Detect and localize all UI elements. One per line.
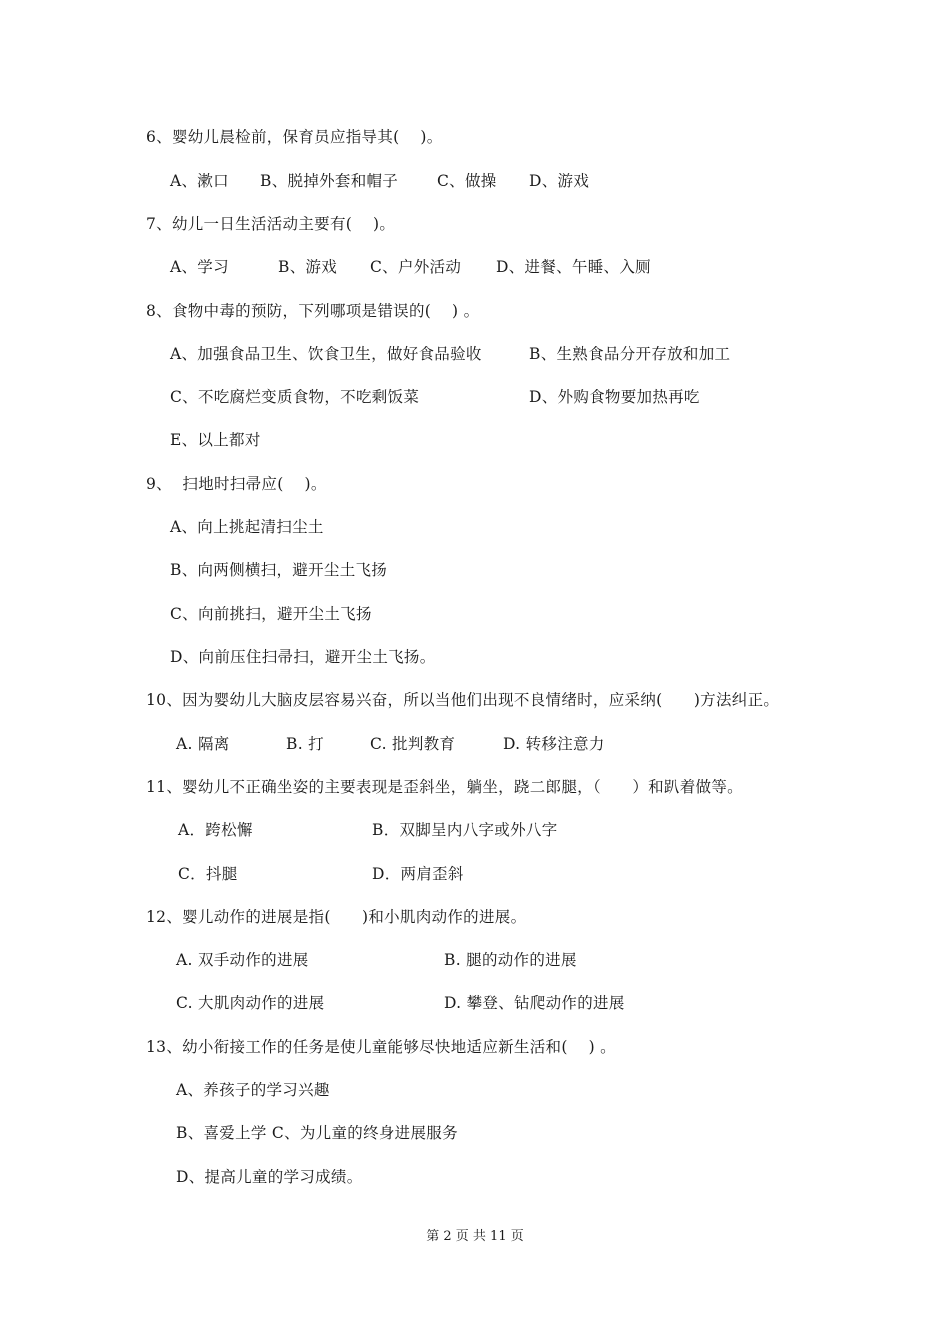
question-8-option-c: C、不吃腐烂变质食物，不吃剩饭菜 [170,388,420,406]
question-13-option-bc: B、喜爱上学 C、为儿童的终身进展服务 [176,1124,458,1142]
question-10-stem: 10、因为婴幼儿大脑皮层容易兴奋，所以当他们出现不良情绪时，应采纳( )方法纠正。 [146,691,780,709]
question-12-option-d: D. 攀登、钻爬动作的进展 [444,994,625,1012]
question-7-option-b: B、游戏 [278,258,338,276]
question-8-option-e: E、以上都对 [170,431,261,449]
question-6-option-d: D、游戏 [529,172,590,190]
page-footer: 第 2 页 共 11 页 [426,1229,524,1244]
question-10-option-a: A. 隔离 [176,735,230,753]
question-9-option-d: D、向前压住扫帚扫，避开尘土飞扬。 [170,648,436,666]
question-6-option-c: C、做操 [437,172,497,190]
question-6-stem: 6、婴幼儿晨检前，保育员应指导其( )。 [146,128,443,146]
question-8-stem: 8、食物中毒的预防，下列哪项是错误的( ) 。 [146,302,480,320]
question-9-option-b: B、向两侧横扫，避开尘土飞扬 [170,561,388,579]
question-7-stem: 7、幼儿一日生活活动主要有( )。 [146,215,396,233]
question-11-option-b: B．双脚呈内八字或外八字 [372,821,558,839]
question-11-stem: 11、婴幼儿不正确坐姿的主要表现是歪斜坐，躺坐，跷二郎腿，（ ）和趴着做等。 [146,778,743,796]
question-7-option-a: A、学习 [170,258,229,276]
question-6-option-b: B、脱掉外套和帽子 [260,172,399,190]
question-11-option-d: D．两肩歪斜 [372,865,464,883]
question-7-option-c: C、户外活动 [370,258,462,276]
question-11-option-c: C．抖腿 [178,865,238,883]
question-12-stem: 12、婴儿动作的进展是指( )和小肌肉动作的进展。 [146,908,527,926]
question-9-option-c: C、向前挑扫，避开尘土飞扬 [170,605,372,623]
question-12-option-b: B. 腿的动作的进展 [444,951,577,969]
question-10-option-c: C. 批判教育 [370,735,456,753]
question-8-option-b: B、生熟食品分开存放和加工 [529,345,731,363]
question-13-option-a: A、养孩子的学习兴趣 [176,1081,330,1099]
question-13-option-d: D、提高儿童的学习成绩。 [176,1168,363,1186]
question-8-option-d: D、外购食物要加热再吃 [529,388,700,406]
question-7-option-d: D、进餐、午睡、入厕 [496,258,651,276]
question-9-stem: 9、 扫地时扫帚应( )。 [146,475,327,493]
question-9-option-a: A、向上挑起清扫尘土 [170,518,324,536]
question-10-option-d: D. 转移注意力 [503,735,605,753]
question-6-option-a: A、漱口 [170,172,229,190]
question-12-option-c: C. 大肌肉动作的进展 [176,994,325,1012]
question-8-option-a: A、加强食品卫生、饮食卫生，做好食品验收 [170,345,482,363]
question-11-option-a: A．跨松懈 [178,821,253,839]
question-10-option-b: B. 打 [286,735,324,753]
question-13-stem: 13、幼小衔接工作的任务是使儿童能够尽快地适应新生活和( ) 。 [146,1038,616,1056]
question-12-option-a: A. 双手动作的进展 [176,951,309,969]
